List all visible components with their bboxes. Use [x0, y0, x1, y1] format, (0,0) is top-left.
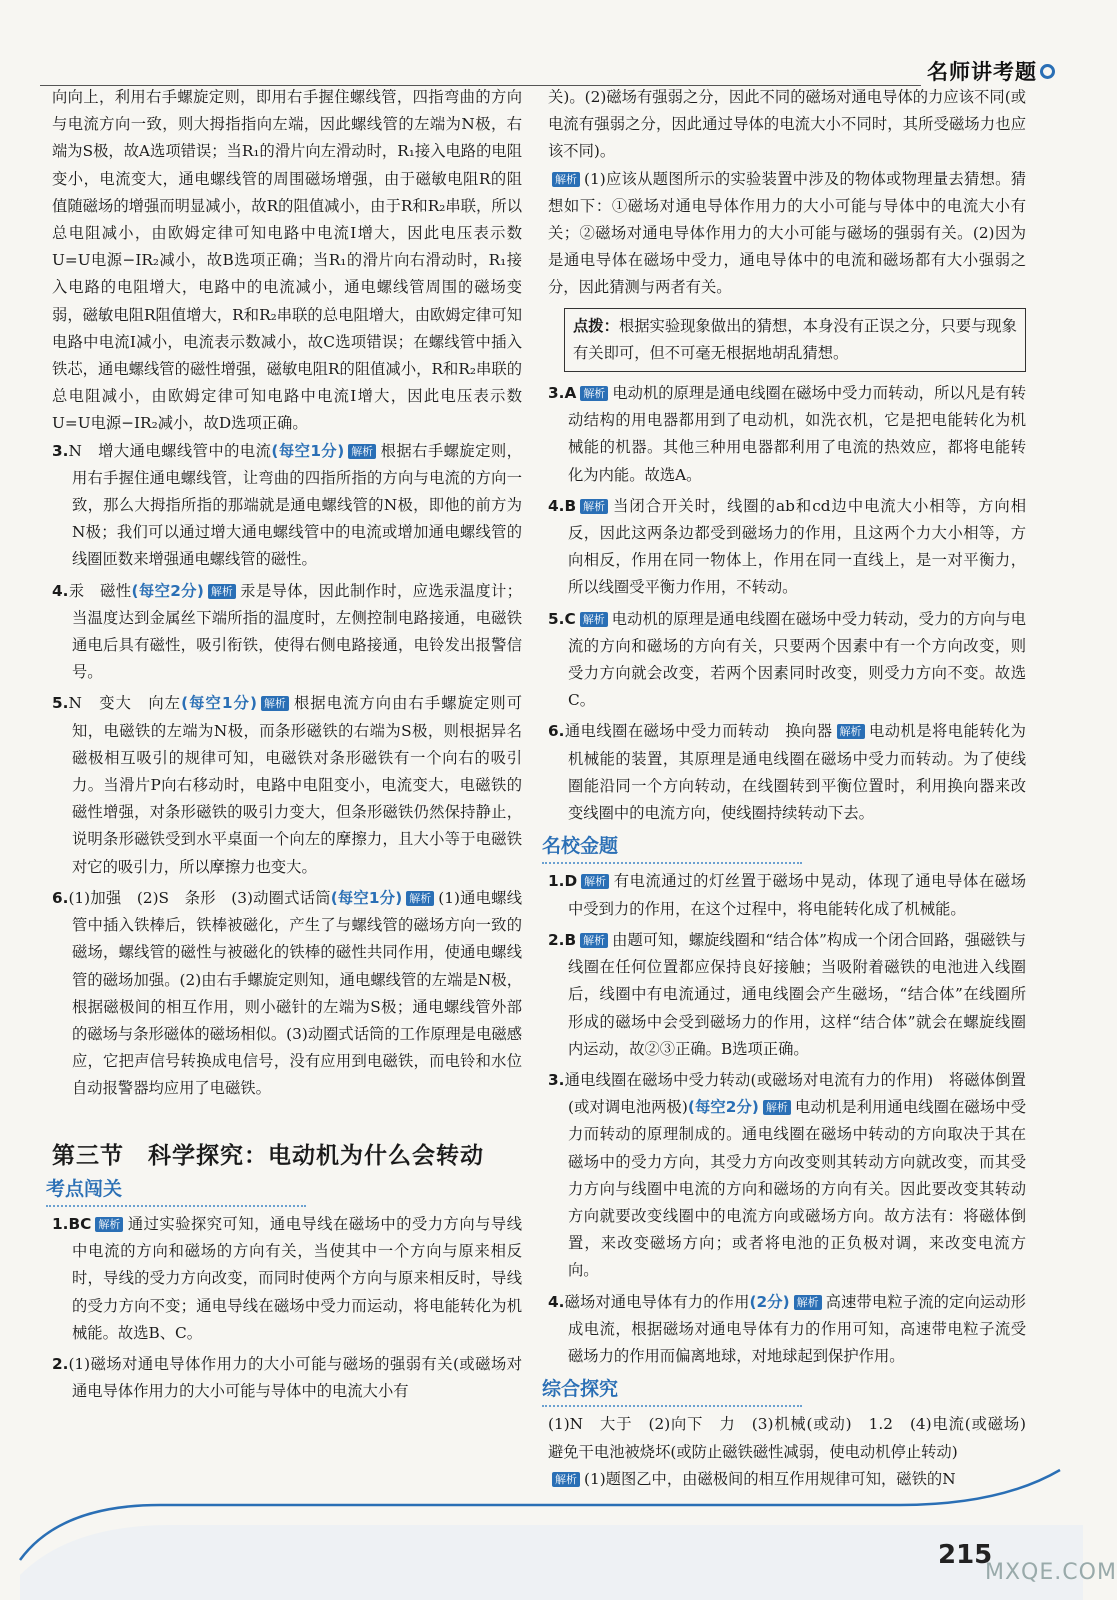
analysis-tag: 解析: [794, 1295, 822, 1310]
answer-text: B: [564, 496, 577, 515]
answer-text: D: [564, 872, 578, 891]
item-number: 5.: [52, 694, 69, 713]
item-number: 2.: [52, 1354, 69, 1373]
analysis-tag: 解析: [580, 933, 608, 948]
subsection-heading: 考点闯关: [46, 1176, 306, 1207]
analysis-text: 高速带电粒子流的定向运动形成电流，根据磁场对通电导体有力的作用可知，高速带电粒子流受磁场力的作用而偏离地球，对地球起到保护作用。: [568, 1292, 1026, 1365]
item-number: 3.: [548, 384, 565, 403]
answer-text: BC: [68, 1214, 92, 1233]
header-title: 名师讲考题: [921, 56, 1037, 86]
answer-item-g4: [548, 1289, 1026, 1371]
answer-item-r3: [548, 380, 1026, 489]
analysis-tag: 解析: [261, 696, 289, 711]
analysis-text: 电动机是将电能转化为机械能的装置，其原理是通电线圈在磁场中受力而转动。为了使线圈能沿同一个方向转动，在线圈转到平衡位置时，利用换向器来改变线圈中的电流方向，使线圈持续转动下去。: [568, 722, 1026, 823]
answer-text: 汞 磁性: [68, 581, 132, 600]
score-label: (每空1分): [271, 441, 345, 460]
analysis-tag: 解析: [763, 1100, 791, 1115]
answer-item-4: [52, 578, 522, 687]
page-number: 215: [938, 1540, 993, 1570]
analysis-paragraph: [548, 166, 1026, 302]
item-number: 3.: [52, 441, 69, 460]
analysis-tag: 解析: [580, 386, 608, 401]
analysis-text: 电动机的原理是通电线圈在磁场中受力转动，受力的方向与电流的方向和磁场的方向有关，只要两个因素中有一个方向改变，则受力方向就会改变，若两个因素同时改变，则受力方向不变。故选C。: [568, 609, 1026, 710]
analysis-text: 当闭合开关时，线圈的ab和cd边中电流大小相等，方向相反，因此这两条边都受到磁场力的作用，且这两个力大小相等，方向相反，作用在同一物体上，作用在同一直线上，是一对平衡力，所以线圈受平衡力作用，不转动。: [568, 496, 1026, 597]
analysis-text: (1)通电螺线管中插入铁棒后，铁棒被磁化，产生了与螺线管的磁场方向一致的磁场，螺线管的磁性与被磁化的铁棒的磁性共同作用，使通电螺线管的磁场加强。(2)由右手螺旋定则知，通电螺线管的左端是N极，根据磁极间的相互作用，则小磁针的左端为S极；通电螺线管外部的磁场与条形磁体的磁场相似。(3)动圈式话筒的工作原理是电磁感应，它把声信号转换成电信号，没有应用到电磁铁，而电铃和水位自动报警器均应用了电磁铁。: [72, 888, 522, 1098]
answer-item-s1: [52, 1211, 522, 1347]
answer-item-s2: [52, 1351, 522, 1405]
item-number: 6.: [548, 722, 565, 741]
analysis-tag: 解析: [580, 612, 608, 627]
analysis-tag: 解析: [95, 1217, 123, 1232]
answer-text: (1)磁场对通电导体作用力的大小可能与磁场的强弱有关(或磁场对通电导体作用力的大小可能与导体中的电流大小有: [68, 1354, 522, 1401]
subsection-heading: 综合探究: [542, 1376, 802, 1407]
analysis-tag: 解析: [552, 172, 580, 187]
item-number: 4.: [548, 496, 565, 515]
answer-text: B: [564, 930, 577, 949]
analysis-text: (1)应该从题图所示的实验装置中涉及的物体或物理量去猜想。猜想如下：①磁场对通电导体作用力的大小可能与导体中的电流大小有关；②磁场对通电导体作用力的大小可能与磁场的强弱有关。(2)因为是通电导体在磁场中受力，通电导体中的电流和磁场都有大小强弱之分，因此猜测与两者有关。: [548, 169, 1026, 297]
answer-text: N 增大通电螺线管中的电流: [68, 441, 272, 460]
paragraph: 向向上，利用右手螺旋定则，即用右手握住螺线管，四指弯曲的方向与电流方向一致，则大拇指指向左端，因此螺线管的左端为N极，右端为S极，故A选项错误；当R₁的滑片向左滑动时，R₁接入电路的电阻变小，电流变大，通电螺线管的周围磁场增强，由于磁敏电阻R的阻值随磁场的增强而明显减小，故R的阻值减小，由于R和R₂串联，所以总电阻减小，由欧姆定律可知电路中电流I增大，因此电压表示数U=U电源−IR₂减小，故B选项正确；当R₁的滑片向右滑动时，R₁接入电路的电阻增大，电路中的电流减小，通电螺线管周围的磁场变弱，磁敏电阻R阻值增大，R和R₂串联的总电阻增大，由欧姆定律可知电路中电流I减小，电流表示数减小，故C选项错误；在螺线管中插入铁芯，通电螺线管的磁性增强，磁敏电阻R的阻值减小，R和R₂串联的总电阻减小，由欧姆定律可知电路中电流I增大，因此电压表示数U=U电源−IR₂减小，故D选项正确。: [52, 88, 522, 433]
answer-text: N 变大 向左: [68, 694, 182, 713]
answer-text: A: [564, 384, 577, 403]
analysis-text: 电动机的原理是通电线圈在磁场中受力而转动，所以凡是有转动结构的用电器都用到了电动机，如洗衣机，它是把电能转化为机械能的机器。其他三种用电器都利用了电流的热效应，都将电能转化为内能。故选A。: [568, 384, 1026, 484]
score-label: (每空1分): [181, 694, 257, 713]
answer-item-3: [52, 438, 522, 574]
answer-item-5: [52, 690, 522, 880]
answer-text: 磁场对通电导体有力的作用: [564, 1292, 750, 1311]
answer-item-r5: [548, 606, 1026, 715]
answer-item-r6: [548, 718, 1026, 827]
subsection-heading: 名校金题: [542, 833, 802, 864]
answer-item-g1: [548, 868, 1026, 922]
item-number: 1.: [548, 872, 565, 891]
tip-box: [564, 308, 1026, 372]
answer-text: 通电线圈在磁场中受力而转动 换向器: [564, 722, 833, 741]
footer-decoration: [0, 1480, 1083, 1600]
right-column: [542, 84, 1042, 1493]
analysis-tag: 解析: [581, 874, 609, 889]
score-label: (每空2分): [687, 1098, 759, 1117]
analysis-tag: 解析: [580, 499, 608, 514]
analysis-tag: 解析: [552, 1472, 580, 1487]
analysis-tag: 解析: [406, 891, 434, 906]
header-dot-icon: [1040, 64, 1055, 79]
analysis-text: 有电流通过的灯丝置于磁场中晃动，体现了通电导体在磁场中受到力的作用，在这个过程中，将电能转化成了机械能。: [568, 872, 1026, 918]
score-label: (每空2分): [131, 581, 204, 600]
answer-text: 通电线圈在磁场中受力转动(或磁场对电流有力的作用) 将磁体倒置(或对调电池两极): [564, 1070, 1026, 1117]
answer-item-g3: [548, 1067, 1026, 1285]
analysis-tag: 解析: [837, 724, 865, 739]
paragraph: 关)。(2)磁场有强弱之分，因此不同的磁场对通电导体的力应该不同(或电流有强弱之分，因此通过导体的电流大小不同时，其所受磁场力也应该不同)。: [548, 88, 1026, 161]
answer-item-g2: [548, 927, 1026, 1063]
answer-text: C: [564, 609, 576, 628]
item-number: 1.: [52, 1214, 69, 1233]
watermark: MXQE.COM: [985, 1560, 1117, 1585]
analysis-text: (1)题图乙中，由磁极间的相互作用规律可知，磁铁的N: [584, 1469, 956, 1488]
answer-text: (1)N 大于 (2)向下 力 (3)机械(或动) 1.2 (4)电流(或磁场) 避免干电池被烧坏(或防止磁铁磁性减弱，使电动机停止转动): [548, 1415, 1042, 1461]
left-column: [46, 84, 522, 1409]
item-number: 2.: [548, 930, 565, 949]
analysis-text: 汞是导体，因此制作时，应选汞温度计；当温度达到金属丝下端所指的温度时，左侧控制电路接通，电磁铁通电后具有磁性，吸引衔铁，使得右侧电路接通，电铃发出报警信号。: [72, 581, 522, 682]
item-number: 4.: [52, 581, 69, 600]
analysis-text: 根据电流方向由右手螺旋定则可知，电磁铁的左端为N极，而条形磁铁的右端为S极，则根据异名磁极相互吸引的规律可知，电磁铁对条形磁铁有一个向右的吸引力。当滑片P向右移动时，电路中电阻变小，电流变大，电磁铁的磁性增强，对条形磁铁的吸引力变大，但条形磁铁仍然保持静止，说明条形磁铁受到水平桌面一个向左的摩擦力，且大小等于电磁铁对它的吸引力，所以摩擦力也变大。: [72, 694, 522, 876]
analysis-tag: 解析: [348, 444, 376, 459]
answer-item-6: [52, 885, 522, 1103]
item-number: 6.: [52, 888, 69, 907]
item-number: 3.: [548, 1070, 565, 1089]
answer-text: (1)加强 (2)S 条形 (3)动圈式话筒: [68, 888, 331, 907]
score-label: (每空1分): [330, 888, 403, 907]
analysis-text: 通过实验探究可知，通电导线在磁场中的受力方向与导线中电流的方向和磁场的方向有关，当使其中一个方向与原来相反时，导线的受力方向改变，而同时使两个方向与原来相反时，导线的受力方向不变；通电导线在磁场中受力而运动，将电能转化为机械能。故选B、C。: [72, 1214, 522, 1342]
tip-text: 根据实验现象做出的猜想，本身没有正误之分，只要与现象有关即可，但不可毫无根据地胡乱猜想。: [573, 316, 1017, 362]
answer-item-r4: [548, 493, 1026, 602]
section-title: 第三节 科学探究：电动机为什么会转动: [52, 1142, 484, 1169]
analysis-text: 由题可知，螺旋线圈和“结合体”构成一个闭合回路，强磁铁与线圈在任何位置都应保持良好接触；当吸附着磁铁的电池进入线圈后，线圈中有电流通过，通电线圈会产生磁场，“结合体”在线圈所形成的磁场中会受到磁场力的作用，这样“结合体”就会在螺旋线圈内运动，故②③正确。B选项正确。: [568, 930, 1026, 1058]
analysis-text: 电动机是利用通电线圈在磁场中受力而转动的原理制成的。通电线圈在磁场中转动的方向取决于其在磁场中的受力方向，其受力方向改变则其转动方向就改变，而其受力方向与线圈中电流的方向和磁场的方向有关。因此要改变其转动方向就要改变线圈中的电流方向或磁场方向。故方法有：将磁体倒置，来改变磁场方向；或者将电池的正负极对调，来改变电流方向。: [568, 1098, 1026, 1280]
item-number: 5.: [548, 609, 565, 628]
analysis-text: 根据右手螺旋定则，用右手握住通电螺线管，让弯曲的四指所指的方向与电流的方向一致，那么大拇指所指的那端就是通电螺线管的N极，即他的前方为N极；我们可以通过增大通电螺线管中的电流或增加通电螺线管的线圈匝数来增强通电螺线管的磁性。: [72, 441, 522, 569]
analysis-tag: 解析: [208, 584, 236, 599]
item-number: 4.: [548, 1292, 565, 1311]
tip-label: 点拨：: [573, 316, 619, 335]
score-label: (2分): [749, 1292, 790, 1311]
